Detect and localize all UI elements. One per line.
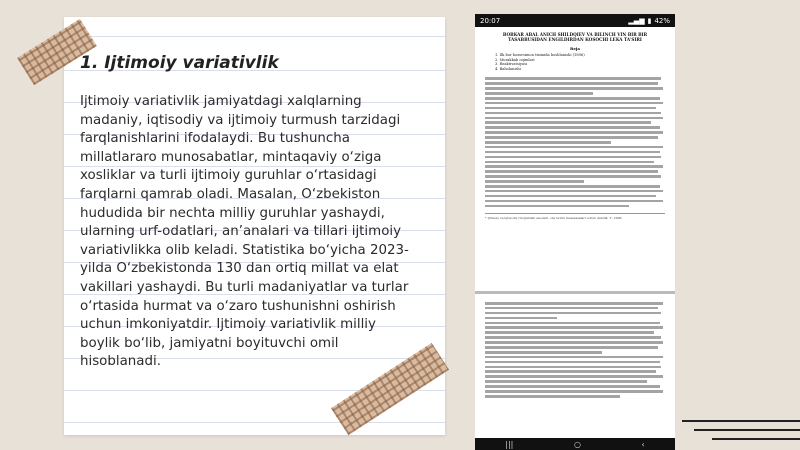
document-text-lines: [485, 77, 665, 207]
document-footnote: * Ijtimoiy va iqtisodiy rivojlanishi asoslari, oliy ta'lim muassasalari uchun darslik, T., 2008.: [485, 213, 665, 220]
document-plan: [495, 53, 665, 71]
document-page-1: [475, 27, 675, 220]
slide-title: 1. Ijtimoiy variativlik: [80, 53, 279, 73]
document-text-lines: [485, 302, 665, 398]
plan-item: 2. Murakkab oqimlari: [495, 57, 535, 62]
plan-item: 1. Ilk bor bozorsimon tizimida boshlanishi (1896): [495, 53, 585, 57]
document-reja-label: Reja: [570, 46, 580, 51]
phone-nav-bar: [475, 438, 675, 450]
document-heading: BOBKAR ABAL ANICH SHILDQIEV VA BILINCH VIN BIR BIR TASABBUSIDAN ENGILDIRDAN KOSOCHI LEKA TA'SIRI: [502, 32, 648, 42]
home-icon[interactable]: ○: [573, 439, 581, 449]
document-page-2: [475, 291, 675, 398]
plan-item: 3. Reaktivatsiyasi: [495, 62, 528, 67]
battery-icon: ▮: [647, 16, 652, 25]
recent-apps-icon[interactable]: |||: [505, 439, 514, 449]
status-icons: [628, 17, 670, 25]
phone-screenshot: [475, 14, 675, 450]
slide-body-text: Ijtimoiy variativlik jamiyatdagi xalqlarning madaniy, iqtisodiy va ijtimoiy turmush tarzidagi farqlanishlarini ifodalaydi. Bu tushuncha millatlararo munosabatlar, mintaqaviy o‘ziga xosliklar va turli ijtimoiy guruhlar o‘rtasidagi farqlarni qamrab oladi. Masalan, O‘zbekiston hududida bir nechta milliy guruhlar yashaydi, ularning urf-odatlari, an’analari va tillari ijtimoiy variativlikka olib keladi. Statistika bo‘yicha 2023-yilda O‘zbekistonda 130 dan ortiq millat va elat vakillari yashaydi. Bu turli madaniyatlar va turlar o‘rtasida hurmat va o‘zaro tushunishni oshirish uchun imkoniyatdir. Ijtimoiy variativlik milliy boylik bo‘lib, jamiyatni boyituvchi omil hisoblanadi.: [80, 94, 409, 370]
signal-icon: ▂▄▆: [628, 16, 645, 25]
status-time: 20:07: [480, 16, 501, 25]
back-icon[interactable]: ‹: [641, 439, 645, 449]
phone-status-bar: [475, 14, 675, 27]
battery-percent: 42%: [654, 16, 670, 25]
plan-item: 4. Baholanishi: [495, 66, 521, 71]
